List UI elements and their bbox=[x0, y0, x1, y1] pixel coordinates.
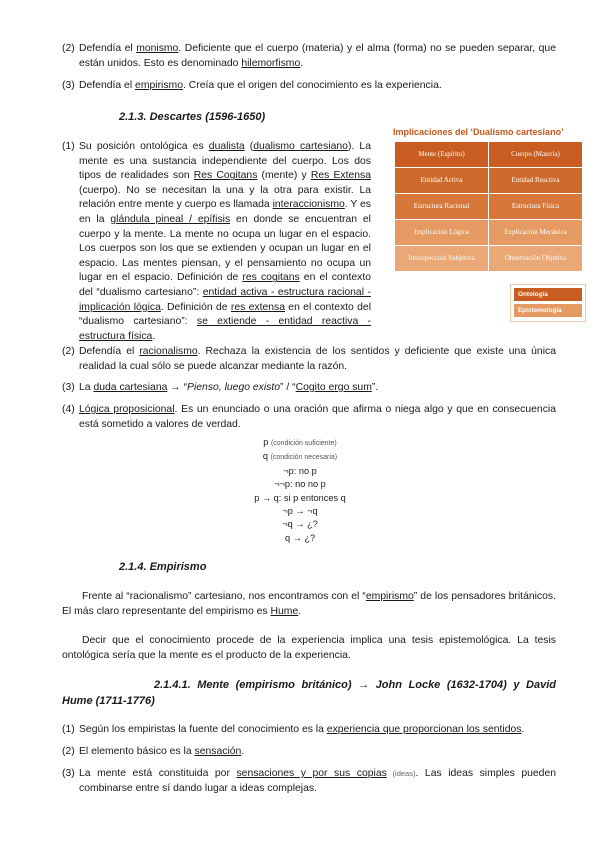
section-heading-descartes: 2.1.3. Descartes (1596-1650) bbox=[119, 111, 266, 123]
list-item: (1) Según los empiristas la fuente del conocimiento es la experiencia que proporcionan los sentidos. bbox=[62, 723, 556, 738]
paragraph: Decir que el conocimiento procede de la experiencia implica una tesis epistemológica. La tesis ontológica sería que la mente es el producto de la experiencia. bbox=[62, 635, 556, 661]
list-number: (2) bbox=[62, 346, 75, 357]
list-item: (2) Defendía el monismo. Deficiente que el cuerpo (materia) y el alma (forma) no se pueden separar, que están unidos. Esto es denominado hilemorfismo. bbox=[62, 43, 556, 69]
legend-ontologia: Ontología bbox=[514, 288, 582, 301]
list-number: (2) bbox=[62, 746, 75, 757]
logic-notation: p (condición suficiente) q (condición necesaria) ¬p: no p ¬¬p: no no p p → q: si p entonces q ¬p → ¬q ¬q → ¿? q → ¿? bbox=[254, 437, 346, 543]
list-item: (2) Defendía el racionalismo. Rechaza la existencia de los sentidos y deficiente que existe una única realidad la cual sólo se puede alcanzar mediante la razón. bbox=[62, 346, 556, 372]
list-number: (1) bbox=[62, 724, 75, 735]
table-cell: Entidad Activa bbox=[395, 168, 489, 194]
table-cell: Mente (Espíritu) bbox=[395, 142, 489, 168]
list-number: (3) bbox=[62, 80, 75, 91]
list-item: (1) Su posición ontológica es dualista (dualismo cartesiano). La mente es una sustancia independiente del cuerpo. Los dos tipos de realidades son Res Cogitans (mente) y Res Extensa (cuerpo). No se necesitan la una y la otra para existir. La relación entre mente y cuerpo es llamada interaccionismo. Y es en la glándula pineal / epífisis en donde se encuentran el cuerpo y la mente. La mente no ocupa un lugar en el espacio. Los cuerpos son los que se extienden y ocupan un lugar en el espacio. Las mentes piensan, y el pensamiento no ocupa un lugar en el espacio. Definición de res cogitans en el contexto del “dualismo cartesiano”: entidad activa - estructura racional - implicación lógica. Definición de res extensa en el contexto del “dualismo cartesiano”: se extiende - entidad reactiva - estructura física. bbox=[62, 141, 372, 342]
table-cell: Cuerpo (Materia) bbox=[489, 142, 583, 168]
table-cell: Implicación Lógica bbox=[395, 220, 489, 246]
list-number: (4) bbox=[62, 404, 75, 415]
term-empirismo: empirismo bbox=[135, 80, 183, 91]
dualismo-table bbox=[394, 141, 583, 272]
list-item: (2) El elemento básico es la sensación. bbox=[62, 745, 556, 760]
table-cell: Estructura Racional bbox=[395, 194, 489, 220]
list-number: (3) bbox=[62, 768, 75, 779]
table-title: Implicaciones del ‘Dualismo cartesiano’ bbox=[393, 127, 564, 137]
term-hilemorfismo: hilemorfismo bbox=[241, 57, 301, 69]
paragraph: Frente al “racionalismo” cartesiano, nos encontramos con el “empirismo” de los pensadores británicos. El más claro representante del empirismo es Hume. bbox=[62, 591, 556, 617]
list-item: (3) La mente está constituida por sensaciones y por sus copias (ideas). Las ideas simples pueden combinarse entre sí dando lugar a ideas complejas. bbox=[62, 768, 557, 794]
list-item: (3) Defendía el empirismo. Creía que el origen del conocimiento es la experiencia. bbox=[62, 79, 556, 94]
list-item: (3) La duda cartesiana → “Pienso, luego existo” / “Cogito ergo sum”. bbox=[62, 381, 556, 396]
list-number: (3) bbox=[62, 382, 75, 393]
table-cell: Explicación Mecánica bbox=[489, 220, 583, 246]
list-item: (4) Lógica proposicional. Es un enunciado o una oración que afirma o niega algo y que en consecuencia está sometido a valores de verdad. bbox=[62, 404, 556, 430]
list-number: (2) bbox=[62, 43, 75, 54]
table-cell: Entidad Reactiva bbox=[489, 168, 583, 194]
table-cell: Observación Objetiva bbox=[489, 246, 583, 272]
legend-epistemologia: Epistemología bbox=[514, 304, 582, 317]
term-monismo: monismo bbox=[136, 43, 179, 54]
table-cell: Estructura Física bbox=[489, 194, 583, 220]
list-number: (1) bbox=[62, 141, 75, 152]
subsection-heading: 2.1.4.1. Mente (empirismo británico) → John Locke (1632-1704) y David Hume (1711-1776) bbox=[62, 679, 556, 707]
table-cell: Introspección Subjetiva bbox=[395, 246, 489, 272]
section-heading-empirismo: 2.1.4. Empirismo bbox=[119, 561, 207, 573]
